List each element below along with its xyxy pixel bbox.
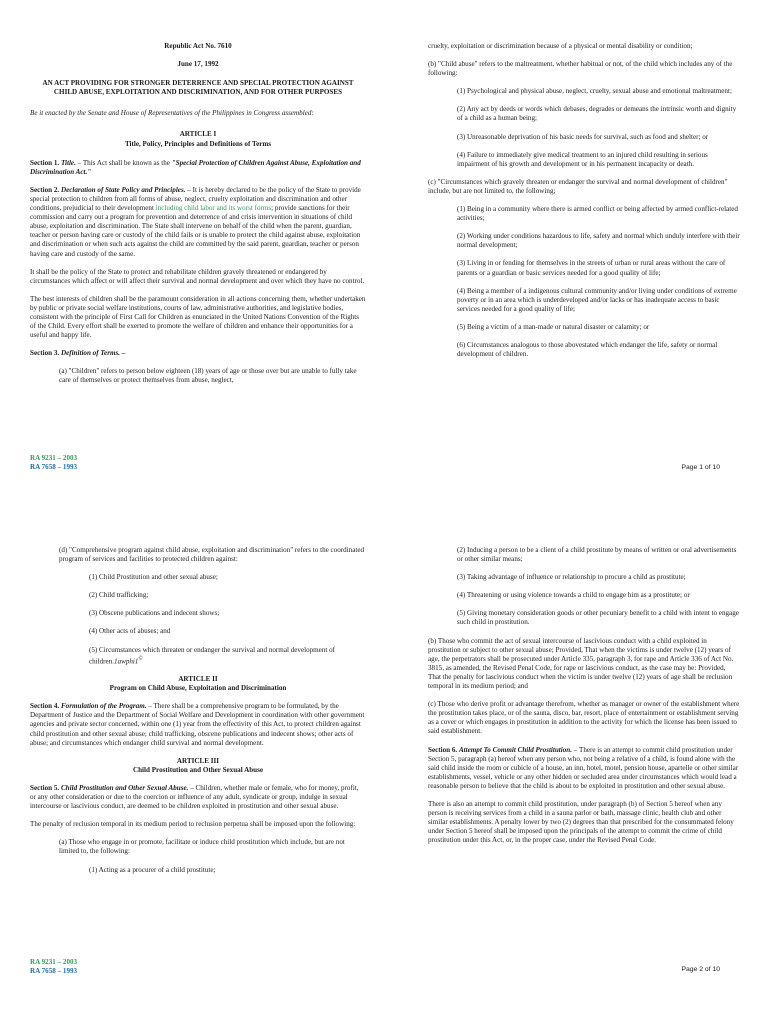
page1-left-column — [30, 42, 366, 395]
definition-children-cont: cruelty, exploitation or discrimination because of a physical or mental disability or condition; — [428, 42, 693, 50]
definition-comprehensive-program: (d) "Comprehensive program against child abuse, exploitation and discrimination" refers to the coordinated program of services and facilities to protected children against: — [59, 546, 365, 564]
section-1: Section 1. Title. – This Act shall be known as the "Special Protection of Children Against Abuse, Exploitation and Discrimination Act." — [30, 158, 361, 176]
section-5-item-a3: (3) Taking advantage of influence or relationship to procure a child as prostitute; — [457, 573, 686, 582]
program-item-3: (3) Obscene publications and indecent shows; — [89, 609, 220, 618]
child-abuse-item-1: (1) Psychological and physical abuse, neglect, cruelty, sexual abuse and emotional maltreatment; — [457, 87, 732, 96]
program-item-2: (2) Child trafficking; — [89, 591, 149, 600]
amendment-link[interactable]: including child labor and its worst forms — [155, 204, 272, 213]
program-item-4: (4) Other acts of abuses; and — [89, 627, 171, 636]
section-5-item-b: (b) Those who commit the act of sexual intercourse of lascivious conduct with a child exploited in prostitution or subject to other sexual abuse; Provided, That when the victims is under twelve (12) years of age, the perpetrators shall be prosecuted under Article 335, paragraph 3, for rape and Article 336 of Act No. 3815, as amended, the Revised Penal Code, for rape or lascivious conduct, as the case may be: Provided, That the penalty for lascivious conduct when the victim is under twelve (12) years of age shall be reclusion temporal in its medium period; and — [428, 636, 734, 691]
circumstance-item-2: (2) Working under conditions hazardous to life, safety and normal which unduly interfere with their normal development; — [457, 232, 740, 250]
act-date: June 17, 1992 — [177, 60, 219, 69]
ra-7658-link[interactable]: RA 7658 – 1993 — [30, 462, 78, 471]
program-item-5: (5) Circumstances which threaten or endanger the survival and normal development of children.1awphi1© — [89, 645, 336, 666]
enacting-clause: Be it enacted by the Senate and House of Representatives of the Philippines in Congress assembled: — [30, 109, 314, 118]
section-2: Section 2. Declaration of State Policy and Principles. – It is hereby declared to be the policy of the State to provide special protection to children from all forms of abuse, neglect, cruelty exploitation and discrimination and other conditions, prejudicial to their development including child labor and its worst forms; provide sanctions for their commission and carry out a program for prevention and deterrence of and crisis intervention in situations of child abuse, exploitation and discrimination. The State shall intervene on behalf of the child when the parent, guardian, teacher or person having care or custody of the child fails or is unable to protect the child against abuse, exploitation and discrimination or when such acts against the child are committed by the said parent, guardian, teacher or person having care and custody of the same. — [30, 185, 361, 258]
section-4: Section 4. Formulation of the Program. – There shall be a comprehensive program to be formulated, by the Department of Justice and the Department of Social Welfare and Development in coordination with other government agencies and private sector concerned, within one (1) year from the effectivity of this Act, to protect children against child prostitution and other sexual abuse; child trafficking, obscene publications and indecent shows; other acts of abuse; and circumstances which endanger child survival and normal development. — [30, 702, 365, 747]
section-6-paragraph-2: There is also an attempt to commit child prostitution, under paragraph (b) of Section 5 hereof when any person is receiving services from a child in a sauna parlor or bath, massage clinic, health club and other similar establishments. A penalty lower by two (2) degrees than that prescribed for the consummated felony under Section 5 hereof shall be imposed upon the principals of the attempt to commit the crime of child prostitution under this Act, or, in the proper case, under the Revised Penal Code. — [428, 799, 734, 845]
ra-7658-link-2[interactable]: RA 7658 – 1993 — [30, 966, 78, 975]
child-abuse-item-2: (2) Any act by deeds or words which debases, degrades or demeans the intrinsic worth and dignity of a child as a human being; — [457, 105, 737, 123]
section-5-item-a2: (2) Inducing a person to be a client of a child prostitute by means of written or oral advertisements or other similar means; — [457, 546, 737, 564]
page-number-2: Page 2 of 10 — [681, 966, 720, 973]
article-3-heading: ARTICLE III Child Prostitution and Other Sexual Abuse — [132, 756, 263, 774]
definition-child-abuse: (b) "Child abuse" refers to the maltreatment, whether habitual or not, of the child which includes any of the following: — [428, 60, 733, 78]
section-5-item-a: (a) Those who engage in or promote, facilitate or induce child prostitution which include, but are not limited to, the following: — [59, 838, 345, 856]
circumstance-item-1: (1) Being in a community where there is armed conflict or being affected by armed conflict-related activities; — [457, 205, 738, 223]
article-1-heading: ARTICLE I Title, Policy, Principles and Definitions of Terms — [124, 130, 272, 148]
document-page-2 — [0, 512, 768, 1024]
section-5-item-a5: (5) Giving monetary consideration goods or other pecuniary benefit to a child with intent to engage such child in prostitution. — [457, 609, 739, 627]
page1-right-column — [428, 42, 740, 368]
program-item-1: (1) Child Prostitution and other sexual abuse; — [89, 573, 218, 582]
article-2-heading: ARTICLE II Program on Child Abuse, Exploitation and Discrimination — [109, 675, 287, 693]
section-2-paragraph-2: It shall be the policy of the State to protect and rehabilitate children gravely threatened or endangered by circumstances which affect or will affect their survival and normal development and over which they have no control. — [30, 267, 365, 285]
section-5: Section 5. Child Prostitution and Other Sexual Abuse. – Children, whether male or female, who for money, profit, or any other consideration or due to the coercion or influence of any adult, syndicate or group, indulge in sexual intercourse or lascivious conduct, are deemed to be children exploited in prostitution and other sexual abuse. — [30, 783, 359, 811]
page2-right-column — [428, 546, 740, 854]
section-5-item-a1: (1) Acting as a procurer of a child prostitute; — [89, 865, 216, 874]
act-full-title: AN ACT PROVIDING FOR STRONGER DETERRENCE AND SPECIAL PROTECTION AGAINST CHILD ABUSE, EXPLOITATION AND DISCRIMINATION, AND FOR OTHER PURPOSES — [42, 79, 354, 97]
ra-9231-link[interactable]: RA 9231 – 2003 — [30, 454, 78, 462]
page2-footer-amendments — [30, 958, 77, 975]
section-3: Section 3. Definition of Terms. – — [30, 349, 126, 358]
circumstance-item-6: (6) Circumstances analogous to those abovestated which endanger the life, safety or normal development of children. — [457, 340, 718, 359]
section-5-item-c: (c) Those who derive profit or advantage therefrom, whether as manager or owner of the establishment where the prostitution takes place, or of the sauna, disco, bar, resort, place of entertainment or establishment serving as a cover or which engages in prostitution in addition to the activity for which the license has been issued to said establishment. — [428, 700, 740, 736]
circumstance-item-5: (5) Being a victim of a man-made or natural disaster or calamity; or — [457, 322, 650, 331]
circumstance-item-4: (4) Being a member of a indigenous cultural community and/or living under conditions of extreme poverty or in an area which is underdeveloped and/or lacks or has inadequate access to basic services needed for a good quality of life; — [457, 286, 737, 313]
act-number: Republic Act No. 7610 — [164, 42, 232, 50]
ra-9231-link-2[interactable]: RA 9231 – 2003 — [30, 958, 78, 966]
section-5-penalty: The penalty of reclusion temporal in its medium period to reclusion perpetua shall be imposed upon the following: — [30, 820, 356, 829]
definition-circumstances: (c) "Circumstances which gravely threaten or endanger the survival and normal development of children" include, but are not limited to, the following; — [428, 177, 728, 195]
child-abuse-item-3: (3) Unreasonable deprivation of his basic needs for survival, such as food and shelter; or — [457, 132, 709, 141]
page2-left-column — [30, 546, 366, 884]
definition-children: (a) "Children" refers to person below eighteen (18) years of age or those over but are unable to fully take care of themselves or protect themselves from abuse, neglect, — [59, 367, 357, 385]
section-5-item-a4: (4) Threatening or using violence towards a child to engage him as a prostitute; or — [457, 591, 690, 600]
page-number-1: Page 1 of 10 — [681, 464, 720, 471]
section-6: Section 6. Attempt To Commit Child Prostitution. – There is an attempt to commit child prostitution under Section 5, paragraph (a) hereof when any person who, not being a relative of a child, is found alone with the said child inside the room or cubicle of a house, an inn, hotel, motel, pension house, apartelle or other similar establishments, vessel, vehicle or any other hidden or secluded area under circumstances which would lead a reasonable person to believe that the child is about to be exploited in prostitution and other sexual abuse. — [428, 745, 739, 790]
child-abuse-item-4: (4) Failure to immediately give medical treatment to an injured child resulting in serious impairment of his growth and development or in his permanent incapacity or death. — [457, 150, 708, 168]
circumstance-item-3: (3) Living in or fending for themselves in the streets of urban or rural areas without the care of parents or a guardian or basic services needed for a good quality of life; — [457, 259, 726, 277]
section-2-paragraph-3: The best interests of children shall be the paramount consideration in all actions concerning them, whether undertaken by public or private social welfare institutions, courts of law, administrative authorities, and legislative bodies, consistent with the principle of First Call for Children as enunciated in the United Nations Convention of the Rights of the Child. Every effort shall be exerted to promote the welfare of children and enhance their opportunities for a useful and happy life. — [30, 294, 366, 340]
page1-footer-amendments — [30, 454, 77, 471]
